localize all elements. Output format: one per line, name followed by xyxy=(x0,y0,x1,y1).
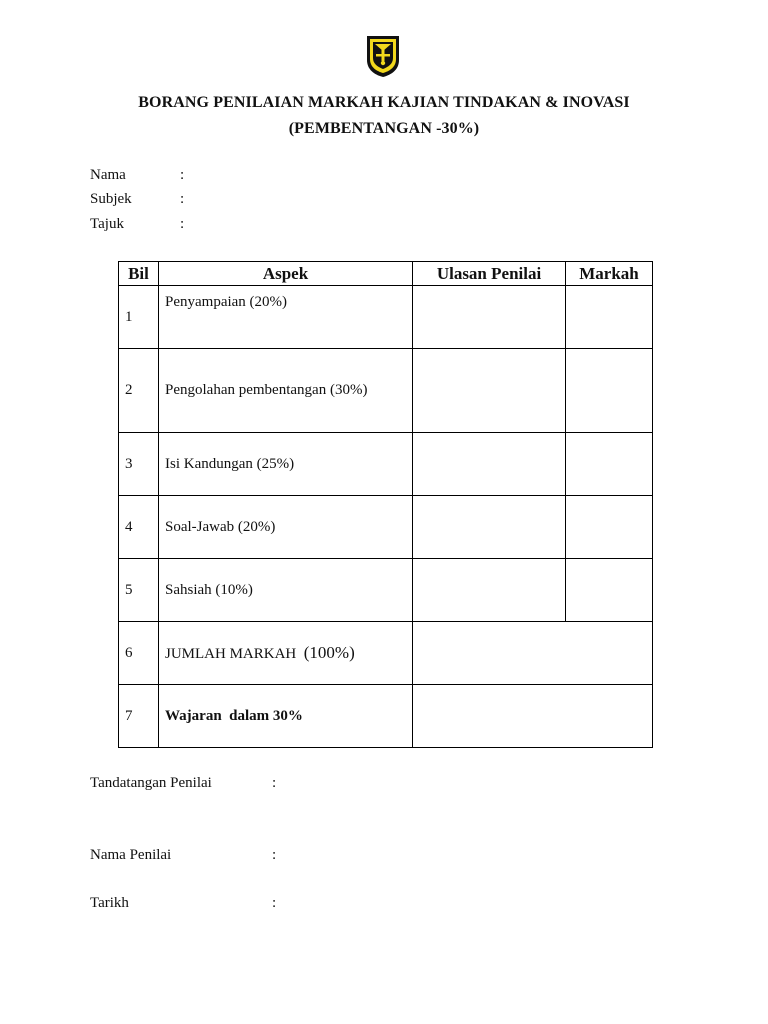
header-aspek: Aspek xyxy=(159,262,413,286)
row-aspek: Soal-Jawab (20%) xyxy=(159,496,413,559)
field-label: Tarikh xyxy=(90,895,129,911)
field-separator: : xyxy=(272,775,277,791)
markah-cell[interactable] xyxy=(566,286,653,349)
row-number: 2 xyxy=(119,349,159,433)
field-separator: : xyxy=(180,167,185,183)
table-row xyxy=(119,433,653,496)
ulasan-cell[interactable] xyxy=(413,349,566,433)
row-number: 5 xyxy=(119,559,159,622)
row-aspek-total xyxy=(159,622,413,685)
ulasan-cell[interactable] xyxy=(413,433,566,496)
field-separator: : xyxy=(272,847,277,863)
total-markah-cell[interactable] xyxy=(413,622,653,685)
field-separator: : xyxy=(272,895,277,911)
field-separator: : xyxy=(180,191,185,207)
ulasan-cell[interactable] xyxy=(413,496,566,559)
wajaran-markah-cell[interactable] xyxy=(413,685,653,748)
field-label: Subjek xyxy=(90,191,132,207)
header-markah: Markah xyxy=(566,262,653,286)
ulasan-cell[interactable] xyxy=(413,559,566,622)
row-aspek: Isi Kandungan (25%) xyxy=(159,433,413,496)
document-subtitle: (PEMBENTANGAN -30%) xyxy=(288,120,480,137)
total-label: JUMLAH MARKAH xyxy=(165,646,297,662)
row-number: 1 xyxy=(119,286,159,349)
document-title: BORANG PENILAIAN MARKAH KAJIAN TINDAKAN & INOVASI xyxy=(138,94,630,111)
table-header-row xyxy=(119,262,653,286)
row-number: 3 xyxy=(119,433,159,496)
field-label: Nama xyxy=(90,167,126,183)
row-aspek: Penyampaian (20%) xyxy=(159,286,413,349)
row-aspek-wajaran: Wajaran dalam 30% xyxy=(159,685,413,748)
table-row-wajaran xyxy=(119,685,653,748)
markah-cell[interactable] xyxy=(566,559,653,622)
row-number: 4 xyxy=(119,496,159,559)
ulasan-cell[interactable] xyxy=(413,286,566,349)
assessment-table xyxy=(118,261,653,748)
table-row-total xyxy=(119,622,653,685)
field-separator: : xyxy=(180,216,185,232)
row-aspek: Sahsiah (10%) xyxy=(159,559,413,622)
markah-cell[interactable] xyxy=(566,496,653,559)
header-bil: Bil xyxy=(119,262,159,286)
table-row xyxy=(119,349,653,433)
field-label: Tandatangan Penilai xyxy=(90,775,212,791)
school-crest-logo xyxy=(365,34,401,78)
markah-cell[interactable] xyxy=(566,433,653,496)
table-row xyxy=(119,496,653,559)
header-ulasan: Ulasan Penilai xyxy=(413,262,566,286)
row-number: 7 xyxy=(119,685,159,748)
field-label: Tajuk xyxy=(90,216,124,232)
row-aspek: Pengolahan pembentangan (30%) xyxy=(159,349,413,433)
markah-cell[interactable] xyxy=(566,349,653,433)
field-label: Nama Penilai xyxy=(90,847,172,863)
table-row xyxy=(119,559,653,622)
table-row xyxy=(119,286,653,349)
row-number: 6 xyxy=(119,622,159,685)
total-percent: (100%) xyxy=(303,643,355,662)
